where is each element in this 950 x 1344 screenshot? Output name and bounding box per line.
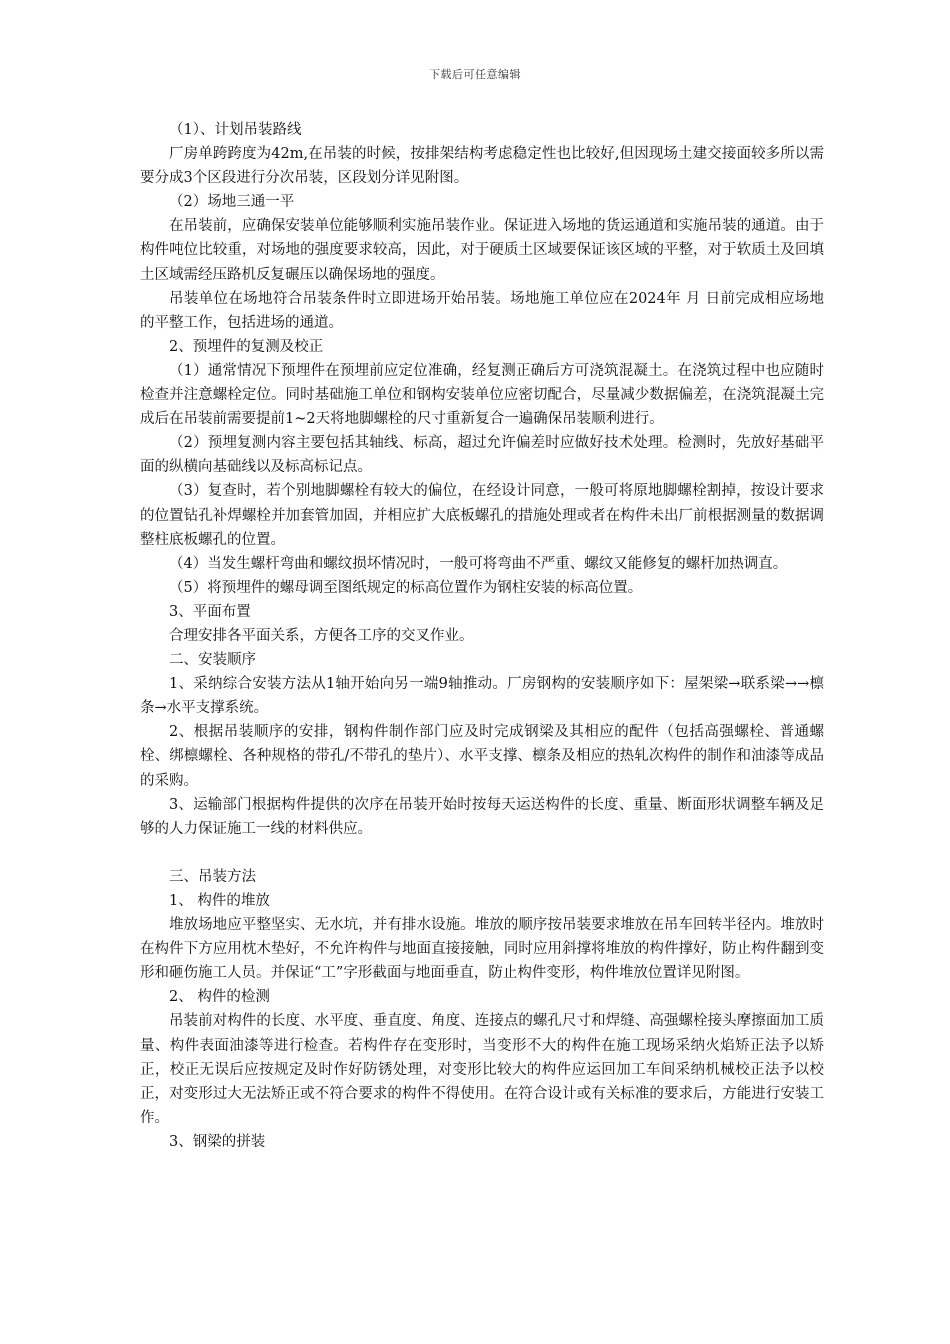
section-heading: 1、 构件的堆放 xyxy=(169,893,270,909)
paragraph: （5）将预埋件的螺母调至图纸规定的标高位置作为钢柱安装的标高位置。 xyxy=(169,579,643,596)
paragraph: 在吊装前，应确保安装单位能够顺利实施吊装作业。保证进入场地的货运通道和实施吊装的通道。由于构件吨位比较重，对场地的强度要求较高，因此，对于硬质土区域要保证该区域的平整，对于软质土及回填土区域需经压路机反复碾压以确保场地的强度。 xyxy=(140,218,824,283)
paragraph: （3）复查时，若个别地脚螺栓有较大的偏位，在经设计同意，一般可将原地脚螺栓割掉，按设计要求的位置钻孔补焊螺栓并加套管加固，并相应扩大底板螺孔的措施处理或者在构件未出厂前根据测量的数据调整柱底板螺孔的位置。 xyxy=(140,483,824,548)
paragraph: 3、运输部门根据构件提供的次序在吊装开始时按每天运送构件的长度、重量、断面形状调整车辆及足够的人力保证施工一线的材料供应。 xyxy=(140,796,824,837)
paragraph: （2）预埋复测内容主要包括其轴线、标高，超过允许偏差时应做好技术处理。检测时，先放好基础平面的纵横向基础线以及标高标记点。 xyxy=(140,435,824,476)
section-heading: 3、钢梁的拼装 xyxy=(169,1133,266,1150)
paragraph: 吊装前对构件的长度、水平度、垂直度、角度、连接点的螺孔尺寸和焊缝、高强螺栓接头摩擦面加工质量、构件表面油漆等进行检查。若构件存在变形时，当变形不大的构件在施工现场采纳火焰矫正法予以矫正，校正无误后应按规定及时作好防锈处理，对变形比较大的构件应运回加工车间采纳机械校正法予以校正，对变形过大无法矫正或不符合要求的构件不得使用。在符合设计或有关标准的要求后，方能进行安装工作。 xyxy=(140,1013,824,1126)
paragraph: 堆放场地应平整坚实、无水坑，并有排水设施。堆放的顺序按吊装要求堆放在吊车回转半径内。堆放时在构件下方应用枕木垫好，不允许构件与地面直接接触，同时应用斜撑将堆放的构件撑好，防止构件翻到变形和砸伤施工人员。并保证“工”字形截面与地面垂直，防止构件变形，构件堆放位置详见附图。 xyxy=(140,917,824,982)
section-heading: （1）、计划吊装路线 xyxy=(169,122,302,138)
paragraph: （1）通常情况下预埋件在预埋前应定位准确，经复测正确后方可浇筑混凝土。在浇筑过程中也应随时检查并注意螺栓定位。同时基础施工单位和钢构安装单位应密切配合，尽量减少数据偏差，在浇筑混凝土完成后在吊装前需要提前1~2天将地脚螺栓的尺寸重新复合一遍确保吊装顺利进行。 xyxy=(140,362,824,428)
paragraph: 2、根据吊装顺序的安排，钢构件制作部门应及时完成钢梁及其相应的配件（包括高强螺栓、普通螺栓、绑檩螺栓、各种规格的带孔/不带孔的垫片）、水平支撑、檩条及相应的热轧次构件的制作和油漆等成品的采购。 xyxy=(140,724,824,789)
section-heading: 2、 构件的检测 xyxy=(169,989,270,1006)
paragraph: 吊装单位在场地符合吊装条件时立即进场开始吊装。场地施工单位应在2024年 月 日前完成相应场地的平整工作，包括进场的通道。 xyxy=(140,290,824,331)
paragraph: 厂房单跨跨度为42m,在吊装的时候，按排架结构考虑稳定性也比较好,但因现场土建交接面较多所以需要分成3个区段进行分次吊装，区段划分详见附图。 xyxy=(140,146,824,187)
section-heading: 二、安装顺序 xyxy=(169,652,256,669)
section-heading: 三、吊装方法 xyxy=(169,868,256,885)
page-header: 下载后可任意编辑 xyxy=(429,68,521,81)
section-heading: 3、平面布置 xyxy=(169,603,251,620)
paragraph: 1、采纳综合安装方法从1轴开始向另一端9轴推动。厂房钢构的安装顺序如下：屋架梁→联系梁→→檩条→水平支撑系统。 xyxy=(140,676,824,717)
section-heading: （2）场地三通一平 xyxy=(169,194,295,211)
paragraph: 合理安排各平面关系，方便各工序的交叉作业。 xyxy=(169,627,474,644)
section-heading: 2、预埋件的复测及校正 xyxy=(169,338,324,355)
blank-line xyxy=(140,841,824,865)
document-body xyxy=(140,118,824,1154)
paragraph: （4）当发生螺杆弯曲和螺纹损坏情况时，一般可将弯曲不严重、螺纹又能修复的螺杆加热调直。 xyxy=(169,555,788,572)
